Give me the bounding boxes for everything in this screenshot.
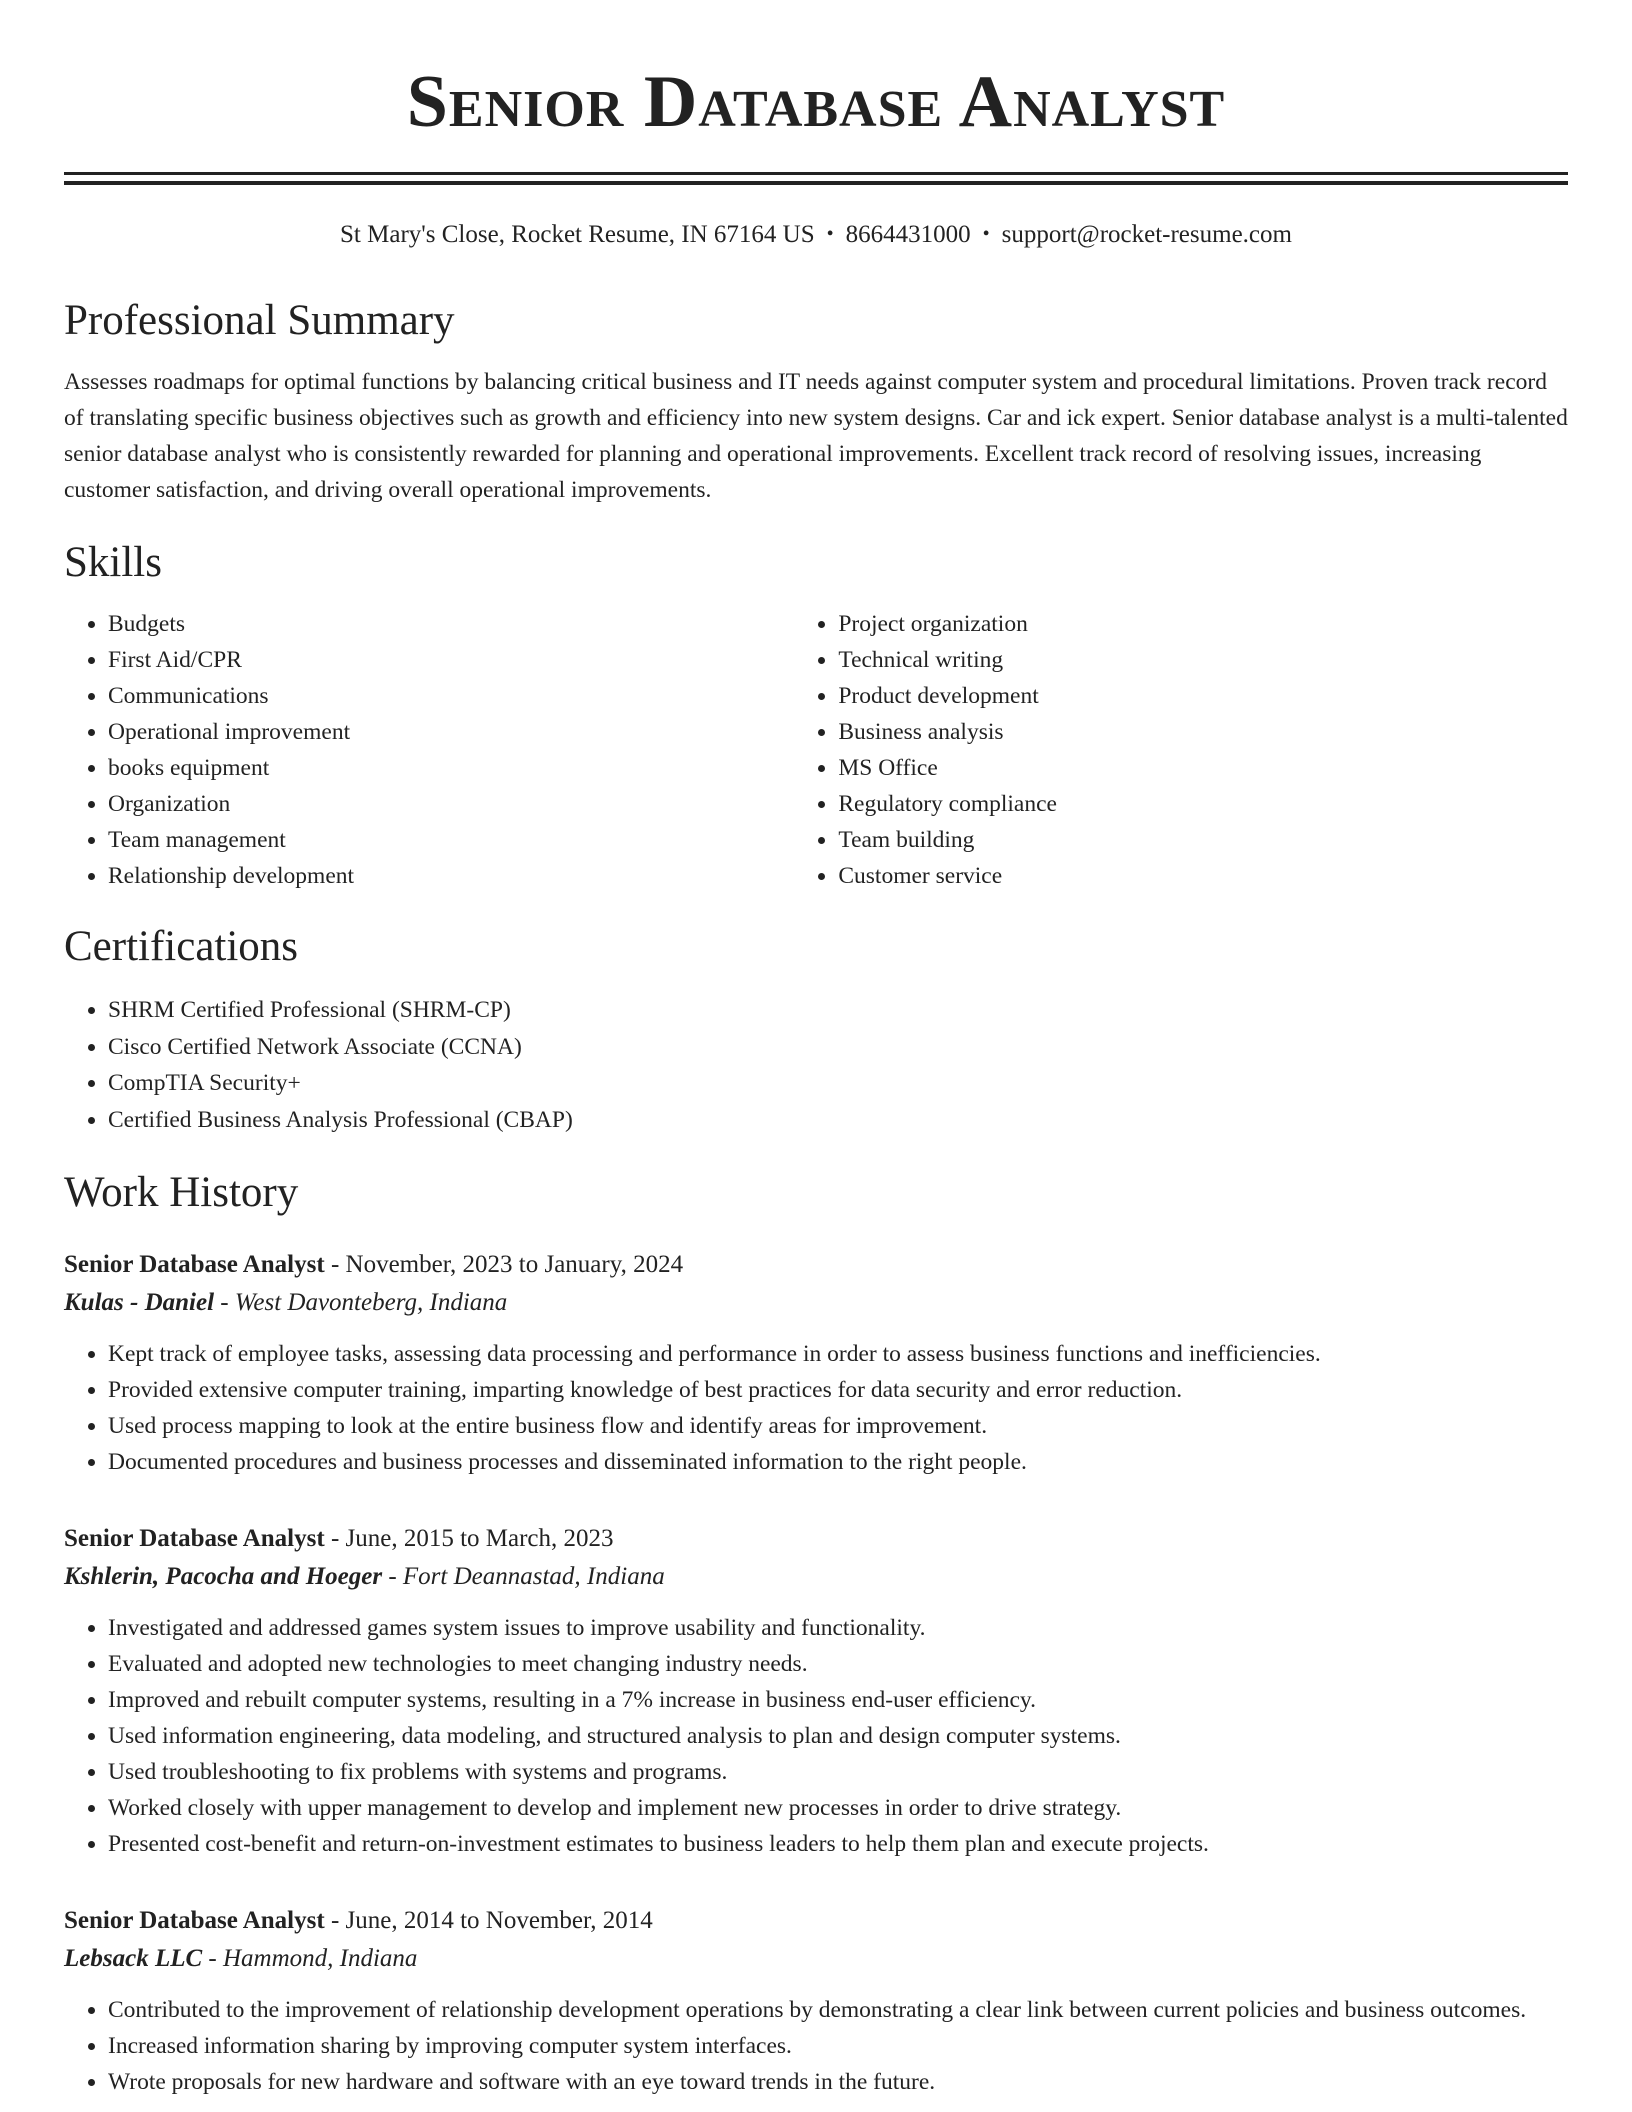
job-dash: -	[324, 1251, 346, 1278]
summary-heading: Professional Summary	[64, 297, 455, 344]
job-company-line	[64, 1940, 1568, 1978]
resume-name: Senior Database Analyst	[406, 61, 1226, 143]
job-company: Kulas - Daniel	[64, 1289, 215, 1316]
job-bullet: • Wrote proposals for new hardware and software with an eye toward trends in the future.	[108, 2064, 1568, 2100]
job-bullet: • Worked closely with upper management to develop and implement new processes in order to drive strategy.	[108, 1790, 1568, 1826]
work-history-heading: Work History	[64, 1169, 299, 1216]
skill-item: • Business analysis	[838, 714, 1568, 750]
job-entry	[64, 1520, 1568, 1862]
job-bullet: • Used information engineering, data modeling, and structured analysis to plan and design computer systems.	[108, 1718, 1568, 1754]
skill-item: • Regulatory compliance	[838, 786, 1568, 822]
contact-line	[64, 219, 1568, 252]
work-history-section	[64, 1168, 1568, 2100]
job-title-line	[64, 1520, 1568, 1558]
job-dates: November, 2023 to January, 2024	[345, 1251, 684, 1278]
skill-item: • Organization	[108, 786, 794, 822]
job-dates: June, 2015 to March, 2023	[345, 1525, 614, 1552]
job-title: Senior Database Analyst	[64, 1251, 325, 1278]
skill-item: • Relationship development	[108, 858, 794, 894]
certifications-heading: Certifications	[64, 923, 299, 970]
job-title: Senior Database Analyst	[64, 1525, 325, 1552]
skill-item: • Team building	[838, 822, 1568, 858]
skill-item: • Team management	[108, 822, 794, 858]
certifications-list	[64, 992, 1568, 1138]
contact-address: St Mary's Close, Rocket Resume, IN 67164 US	[340, 221, 815, 248]
job-bullet: • Used troubleshooting to fix problems with systems and programs.	[108, 1754, 1568, 1790]
job-bullets	[64, 1336, 1568, 1480]
job-bullet: • Contributed to the improvement of relationship development operations by demonstrating a clear link between current policies and business outcomes.	[108, 1992, 1568, 2028]
certification-item: • Cisco Certified Network Associate (CCNA)	[108, 1029, 1568, 1066]
skills-section	[64, 538, 1568, 894]
job-dash: -	[324, 1525, 346, 1552]
job-dash: -	[382, 1563, 403, 1590]
skill-item: • Operational improvement	[108, 714, 794, 750]
skill-item: • books equipment	[108, 750, 794, 786]
job-bullet: • Investigated and addressed games system issues to improve usability and functionality.	[108, 1610, 1568, 1646]
skill-item: • Project organization	[838, 606, 1568, 642]
job-location: Hammond, Indiana	[223, 1945, 418, 1972]
contact-phone: 8664431000	[845, 221, 971, 248]
job-entry	[64, 1902, 1568, 2100]
header-divider-thin	[64, 181, 1568, 185]
job-location: West Davonteberg, Indiana	[234, 1289, 508, 1316]
skills-list-right	[794, 606, 1568, 894]
certification-item: • Certified Business Analysis Professional (CBAP)	[108, 1102, 1568, 1139]
job-bullet: • Presented cost-benefit and return-on-investment estimates to business leaders to help them plan and execute projects.	[108, 1826, 1568, 1862]
job-dash: -	[324, 1907, 346, 1934]
job-bullet: • Documented procedures and business processes and disseminated information to the right people.	[108, 1444, 1568, 1480]
job-bullet: • Improved and rebuilt computer systems, resulting in a 7% increase in business end-user efficiency.	[108, 1682, 1568, 1718]
contact-separator: •	[826, 223, 834, 245]
skill-item: • MS Office	[838, 750, 1568, 786]
certification-item: • CompTIA Security+	[108, 1065, 1568, 1102]
job-title: Senior Database Analyst	[64, 1907, 325, 1934]
job-bullet: • Kept track of employee tasks, assessing data processing and performance in order to assess business functions and inefficiencies.	[108, 1336, 1568, 1372]
job-title-line	[64, 1902, 1568, 1940]
job-company-line	[64, 1558, 1568, 1596]
job-entry	[64, 1246, 1568, 1480]
resume-page	[64, 0, 1568, 2100]
job-location: Fort Deannastad, Indiana	[402, 1563, 665, 1590]
contact-email: support@rocket-resume.com	[1001, 221, 1292, 248]
skills-heading: Skills	[64, 539, 162, 586]
contact-separator: •	[982, 223, 990, 245]
skill-item: • Technical writing	[838, 642, 1568, 678]
skills-columns	[64, 606, 1568, 894]
skill-item: • Budgets	[108, 606, 794, 642]
job-dates: June, 2014 to November, 2014	[345, 1907, 653, 1934]
summary-section	[64, 296, 1568, 508]
skill-item: • Product development	[838, 678, 1568, 714]
job-company: Lebsack LLC	[64, 1945, 203, 1972]
job-dash: -	[214, 1289, 235, 1316]
summary-text: Assesses roadmaps for optimal functions by balancing critical business and IT needs against computer system and procedural limitations. Proven track record of translating specific business objectives such as growth and efficiency into new system designs. Car and ick expert. Senior database analyst is a multi-talented senior database analyst who is consistently rewarded for planning and operational improvements. Excellent track record of resolving issues, increasing customer satisfaction, and driving overall operational improvements.	[64, 369, 1568, 503]
job-company-line	[64, 1284, 1568, 1322]
skill-item: • First Aid/CPR	[108, 642, 794, 678]
job-bullet: • Provided extensive computer training, imparting knowledge of best practices for data security and error reduction.	[108, 1372, 1568, 1408]
skill-item: • Customer service	[838, 858, 1568, 894]
skills-list-left	[64, 606, 794, 894]
job-bullets	[64, 1992, 1568, 2100]
header-divider-thick	[64, 172, 1568, 175]
job-company: Kshlerin, Pacocha and Hoeger	[64, 1563, 383, 1590]
job-bullet: • Increased information sharing by improving computer system interfaces.	[108, 2028, 1568, 2064]
skill-item: • Communications	[108, 678, 794, 714]
job-bullet: • Evaluated and adopted new technologies to meet changing industry needs.	[108, 1646, 1568, 1682]
job-title-line	[64, 1246, 1568, 1284]
job-bullet: • Used process mapping to look at the entire business flow and identify areas for improvement.	[108, 1408, 1568, 1444]
job-bullets	[64, 1610, 1568, 1862]
job-dash: -	[202, 1945, 223, 1972]
certification-item: • SHRM Certified Professional (SHRM-CP)	[108, 992, 1568, 1029]
certifications-section	[64, 922, 1568, 1138]
